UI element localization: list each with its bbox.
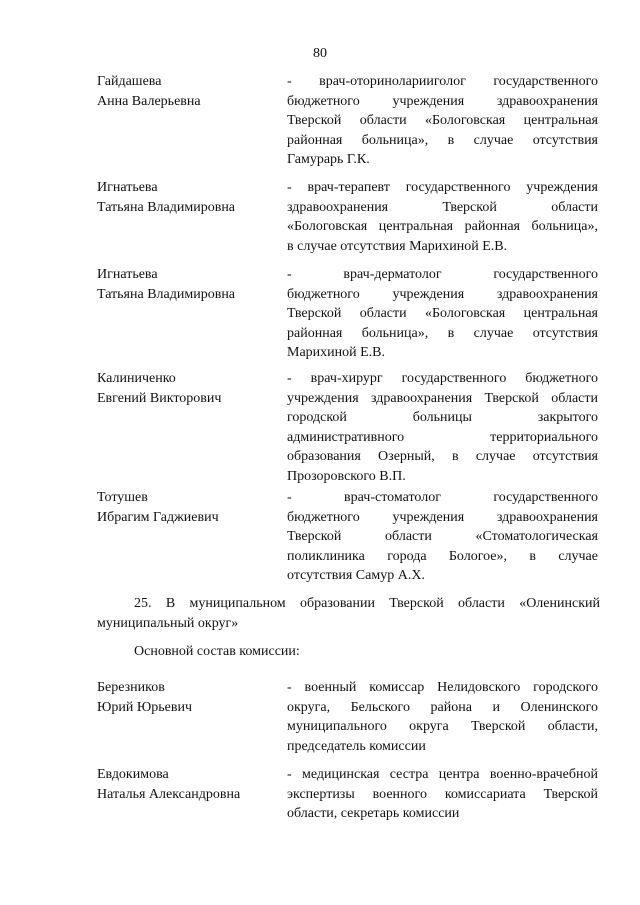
- member-given-names: Ибрагим Гаджиевич: [97, 509, 219, 525]
- member-name: [97, 265, 277, 304]
- role-line: Прозоровского В.П.: [287, 468, 406, 484]
- member-name: [97, 369, 277, 408]
- member-given-names: Анна Валерьевна: [97, 93, 201, 109]
- member-role: [287, 765, 598, 824]
- member-name: [97, 678, 277, 717]
- role-line: экспертизы военного комиссариата Тверской: [287, 786, 598, 802]
- section-heading: [97, 594, 600, 633]
- role-line: - врач-оториноларииголог государственного: [287, 74, 598, 89]
- member-surname: Калиниченко: [97, 371, 176, 386]
- subheading: Основной состав комиссии:: [134, 644, 300, 659]
- role-line: округа, Бельского района и Оленинского: [287, 699, 598, 715]
- member-role: [287, 265, 598, 363]
- role-line: - врач-дерматолог государственного: [287, 267, 598, 282]
- role-line: учреждения здравоохранения Тверской области: [287, 390, 598, 406]
- role-line: в случае отсутствия Марихиной Е.В.: [287, 238, 508, 254]
- page-number: 80: [313, 46, 327, 61]
- role-line: бюджетного учреждения здравоохранения: [287, 93, 598, 109]
- member-given-names: Татьяна Владимировна: [97, 199, 236, 215]
- role-line: муниципального округа Тверской области,: [287, 719, 598, 735]
- member-given-names: Татьяна Владимировна: [97, 286, 236, 302]
- role-line: бюджетного учреждения здравоохранения: [287, 509, 598, 525]
- role-line: поликлиника города Бологое», в случае: [287, 548, 598, 564]
- member-name: [97, 72, 277, 111]
- role-line: Марихиной Е.В.: [287, 345, 386, 361]
- role-line: - врач-стоматолог государственного: [287, 490, 598, 505]
- role-line: образования Озерный, в случае отсутствия: [287, 449, 598, 465]
- role-line: районная больница», в случае отсутствия: [287, 325, 598, 341]
- member-name: [97, 488, 277, 527]
- member-role: [287, 678, 598, 756]
- role-line: - медицинская сестра центра военно-врачебной: [287, 767, 598, 782]
- member-given-names: Наталья Александровна: [97, 786, 241, 802]
- member-surname: Тотушев: [97, 490, 148, 505]
- role-line: председатель комиссии: [287, 738, 426, 754]
- role-line: Тверской области «Бологовская центральная: [287, 306, 598, 322]
- role-line: области, секретарь комиссии: [287, 806, 460, 822]
- role-line: Гамурарь Г.К.: [287, 152, 370, 168]
- member-given-names: Юрий Юрьевич: [97, 699, 193, 715]
- role-line: районная больница», в случае отсутствия: [287, 132, 598, 148]
- role-line: бюджетного учреждения здравоохранения: [287, 286, 598, 302]
- role-line: отсутствия Самур А.Х.: [287, 568, 425, 584]
- role-line: - врач-хирург государственного бюджетного: [287, 371, 598, 386]
- member-surname: Березников: [97, 680, 165, 695]
- member-surname: Гайдашева: [97, 74, 162, 89]
- role-line: административного территориального: [287, 429, 598, 445]
- role-line: Тверской области «Бологовская центральная: [287, 113, 598, 129]
- member-name: [97, 178, 277, 217]
- member-name: [97, 765, 277, 804]
- member-surname: Евдокимова: [97, 767, 169, 782]
- role-line: - военный комиссар Нелидовского городского: [287, 680, 598, 695]
- member-role: [287, 72, 598, 170]
- member-role: [287, 369, 598, 487]
- member-given-names: Евгений Викторович: [97, 390, 222, 406]
- member-role: [287, 488, 598, 586]
- member-role: [287, 178, 598, 256]
- section-heading-line: муниципальный округ»: [97, 615, 239, 631]
- role-line: городской больницы закрытого: [287, 410, 598, 426]
- member-surname: Игнатьева: [97, 180, 158, 195]
- member-surname: Игнатьева: [97, 267, 158, 282]
- section-heading-line: 25. В муниципальном образовании Тверской области «Оленинский: [134, 596, 600, 611]
- role-line: Тверской области «Стоматологическая: [287, 529, 598, 545]
- role-line: - врач-терапевт государственного учреждения: [287, 180, 598, 195]
- role-line: здравоохранения Тверской области: [287, 199, 598, 215]
- role-line: «Бологовская центральная районная больница»,: [287, 219, 598, 235]
